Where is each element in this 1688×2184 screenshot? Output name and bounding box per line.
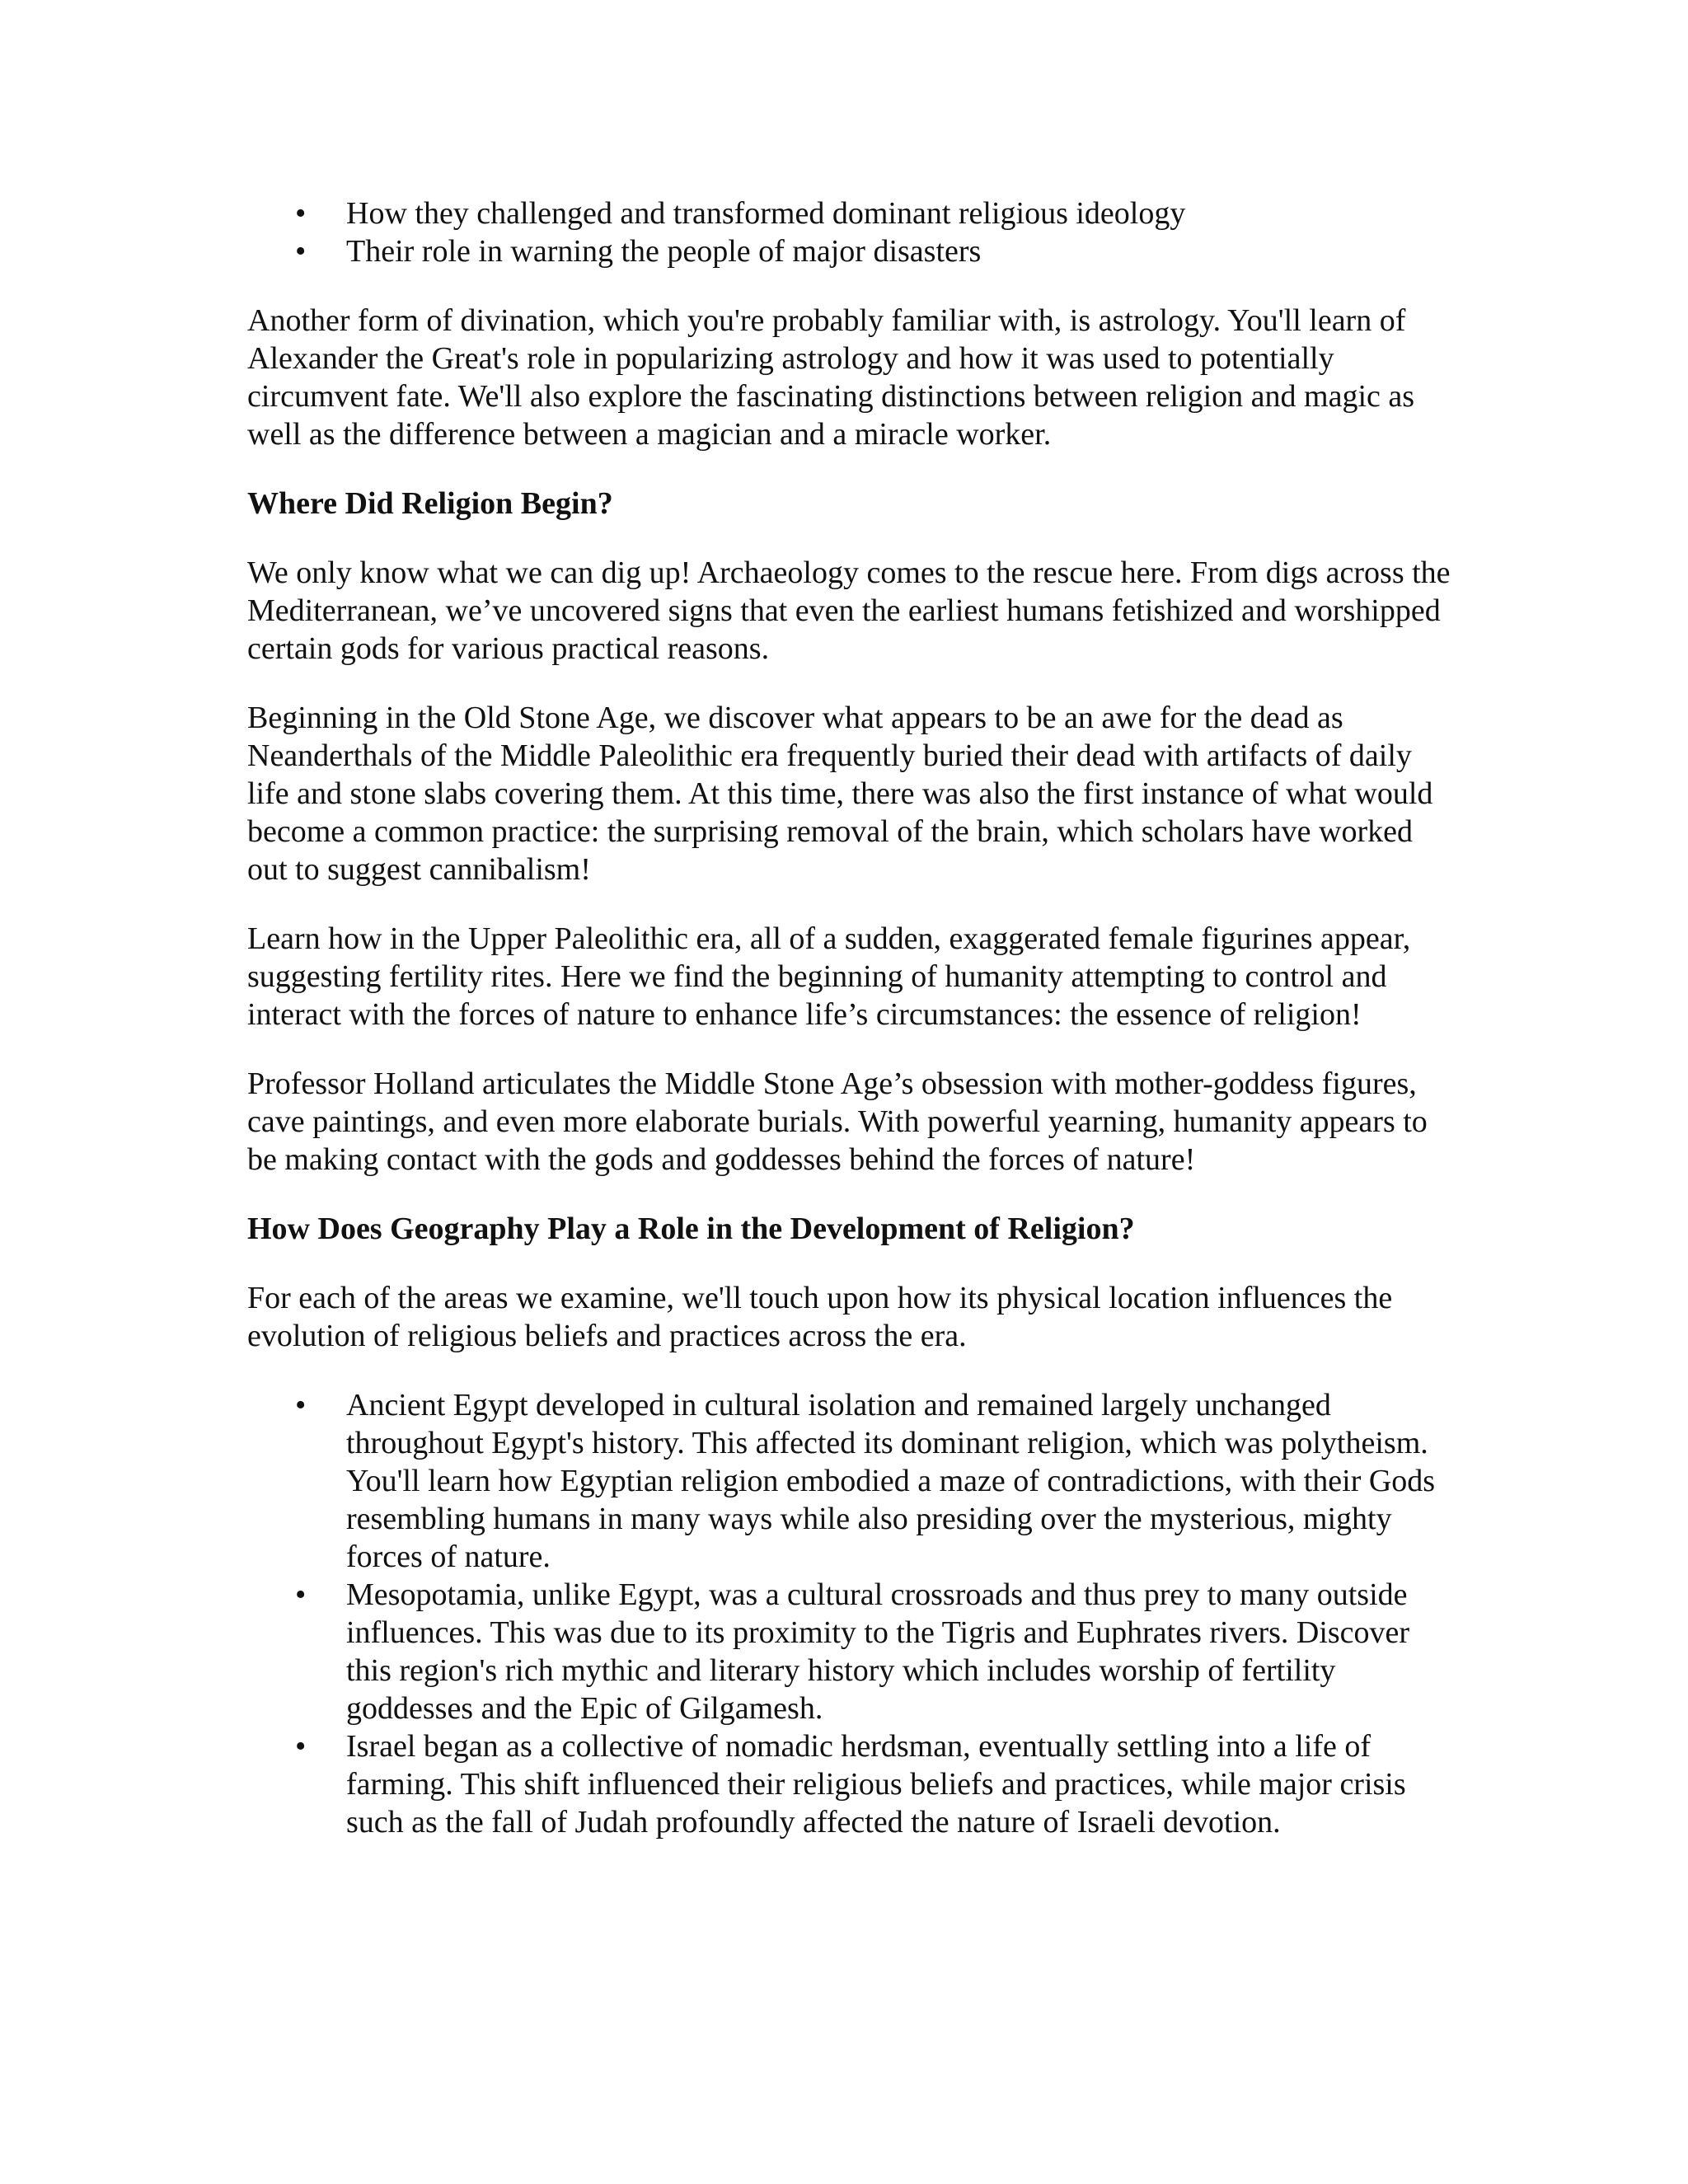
- list-item-text: How they challenged and transformed dominant religious ideology: [346, 196, 1186, 231]
- bullet-marker: •: [295, 1577, 307, 1612]
- list-item-text: Israel began as a collective of nomadic herdsman, eventually settling into a life of farming. This shift influenced their religious beliefs and practices, while major crisis such as the fall of Judah profoundly affected the nature of Israeli devotion.: [346, 1729, 1406, 1840]
- paragraph-upper-paleolithic: Learn how in the Upper Paleolithic era, all of a sudden, exaggerated female figurines appear, suggesting fertility rites. Here we find the beginning of humanity attempting to control and interact with the forces of nature to enhance life’s circumstances: the essence of religion!: [247, 921, 1411, 1032]
- list-item: [247, 1727, 1451, 1841]
- list-item: [247, 1576, 1451, 1727]
- document-body: [247, 194, 1451, 1872]
- list-item-text: Ancient Egypt developed in cultural isolation and remained largely unchanged throughout Egypt's history. This affected its dominant religion, which was polytheism. You'll learn how Egyptian religion embodied a maze of contradictions, with their Gods resembling humans in many ways while also presiding over the mysterious, mighty forces of nature.: [346, 1388, 1436, 1574]
- list-item-text: Their role in warning the people of major disasters: [346, 234, 982, 269]
- list-item: [247, 1386, 1451, 1576]
- intro-bullet-list: [247, 194, 1451, 270]
- geography-bullet-list: [247, 1386, 1451, 1841]
- list-item: [247, 232, 1451, 270]
- bullet-marker: •: [295, 234, 307, 269]
- heading-geography: How Does Geography Play a Role in the Development of Religion?: [247, 1212, 1135, 1246]
- bullet-marker: •: [295, 1388, 307, 1422]
- paragraph-old-stone-age: Beginning in the Old Stone Age, we discover what appears to be an awe for the dead as Neanderthals of the Middle Paleolithic era frequently buried their dead with artifacts of daily life and stone slabs covering them. At this time, there was also the first instance of what would become a common practice: the surprising removal of the brain, which scholars have worked out to suggest cannibalism!: [247, 701, 1433, 887]
- paragraph-astrology: Another form of divination, which you're probably familiar with, is astrology. You'll learn of Alexander the Great's role in popularizing astrology and how it was used to potentially circumvent fate. We'll also explore the fascinating distinctions between religion and magic as well as the difference between a magician and a miracle worker.: [247, 303, 1415, 452]
- paragraph-dig-up: We only know what we can dig up! Archaeology comes to the rescue here. From digs across the Mediterranean, we’ve uncovered signs that even the earliest humans fetishized and worshipped certain gods for various practical reasons.: [247, 555, 1451, 666]
- heading-religion-begin: Where Did Religion Begin?: [247, 486, 613, 521]
- bullet-marker: •: [295, 1729, 307, 1764]
- list-item-text: Mesopotamia, unlike Egypt, was a cultural crossroads and thus prey to many outside influences. This was due to its proximity to the Tigris and Euphrates rivers. Discover this region's rich mythic and literary history which includes worship of fertility goddesses and the Epic of Gilgamesh.: [346, 1577, 1410, 1726]
- paragraph-geography-intro: For each of the areas we examine, we'll touch upon how its physical location influences the evolution of religious beliefs and practices across the era.: [247, 1281, 1393, 1353]
- paragraph-middle-stone-age: Professor Holland articulates the Middle Stone Age’s obsession with mother-goddess figures, cave paintings, and even more elaborate burials. With powerful yearning, humanity appears to be making contact with the gods and goddesses behind the forces of nature!: [247, 1066, 1428, 1177]
- list-item: [247, 194, 1451, 232]
- bullet-marker: •: [295, 196, 307, 231]
